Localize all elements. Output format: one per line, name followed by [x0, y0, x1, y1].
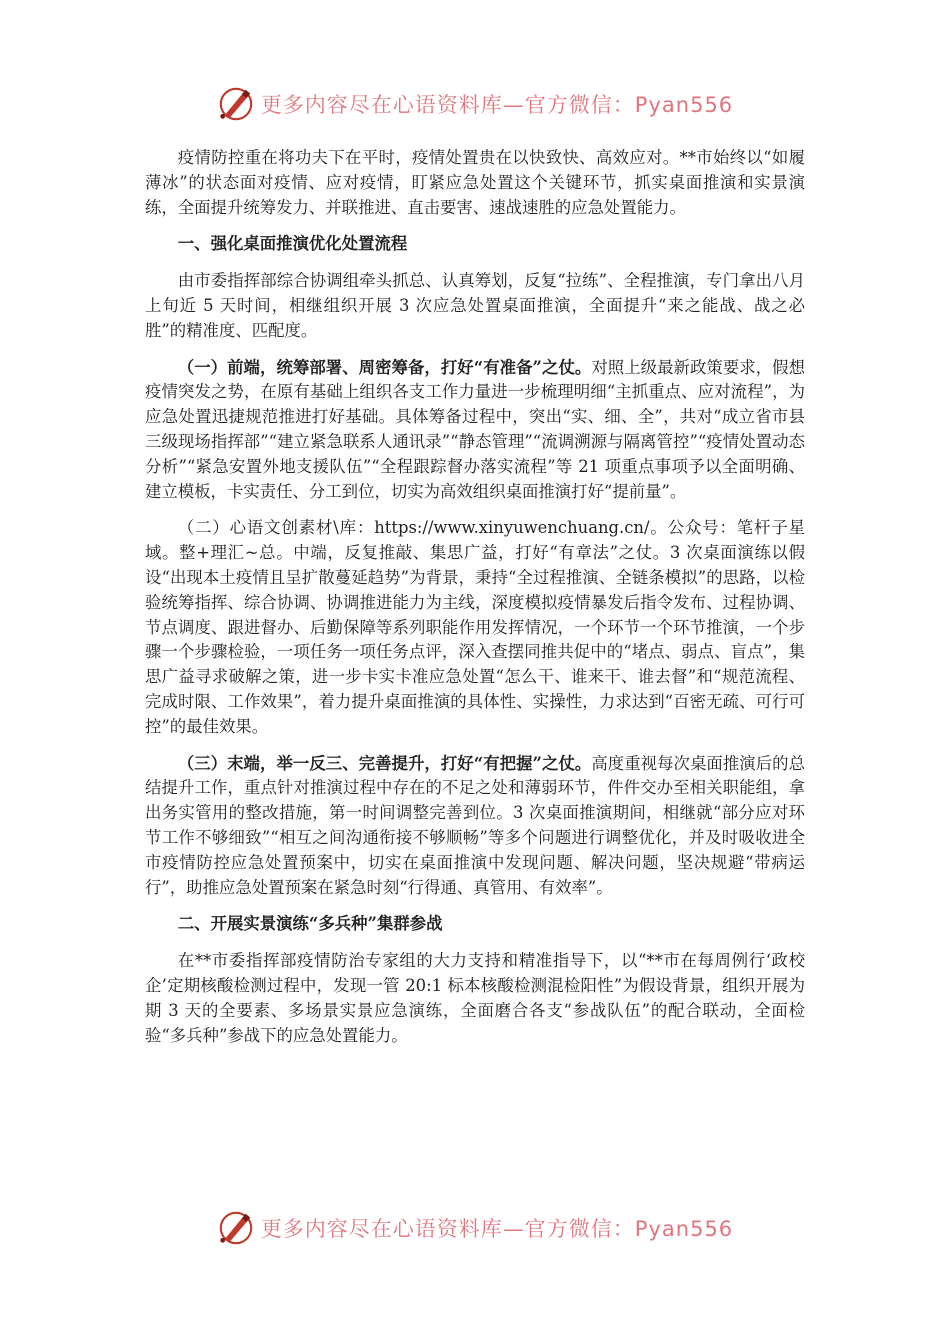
paragraph-end-lead: （三）末端，举一反三、完善提升，打好“有把握”之仗。	[177, 753, 592, 773]
pen-logo-icon	[217, 1209, 255, 1247]
paragraph-end	[145, 752, 805, 901]
paragraph-section-2-intro: 在**市委指挥部疫情防治专家组的大力支持和精准指导下，以“**市在每周例行‘政校企’定期核酸检测过程中，发现一管 20:1 标本核酸检测混检阳性”为假设背景，组织开展为期 3 天的全要素、多场景实景应急演练，全面磨合各支“参战队伍”的配合联动，全面检验“多兵种”参战下的应急处置能力。	[145, 951, 805, 1045]
header-banner-text: 更多内容尽在心语资料库—官方微信：Pyan556	[260, 93, 734, 117]
paragraph-front-end-text: 对照上级最新政策要求，假想疫情突发之势，在原有基础上组织各支工作力量进一步梳理明细“主抓重点、应对流程”，为应急处置迅捷规范推进打好基础。具体筹备过程中，突出“实、细、全”，共对“成立省市县三级现场指挥部”“建立紧急联系人通讯录”“静态管理”“流调溯源与隔离管控”“疫情处置动态分析”“紧急安置外地支援队伍”“全程跟踪督办落实流程”等 21 项重点事项予以全面明确、建立模板，卡实责任、分工到位，切实为高效组织桌面推演打好“提前量”。	[145, 357, 806, 501]
paragraph-front-end	[145, 356, 805, 505]
paragraph-section-1-intro: 由市委指挥部综合协调组牵头抓总、认真筹划，反复“拉练”、全程推演，专门拿出八月上旬近 5 天时间，相继组织开展 3 次应急处置桌面推演，全面提升“来之能战、战之必胜”的精准度、匹配度。	[145, 271, 805, 340]
heading-section-1: 一、强化桌面推演优化处置流程	[177, 234, 408, 254]
footer-banner	[0, 1208, 950, 1248]
paragraph-middle: （二）心语文创素材\库：https://www.xinyuwenchuang.cn/。公众号：笔杆子星域。整+理汇~总。中端，反复推敲、集思广益，打好“有章法”之仗。3 次桌面演练以假设“出现本土疫情且呈扩散蔓延趋势”为背景，秉持“全过程推演、全链条模拟”的思路，以检验统筹指挥、综合协调、协调推进能力为主线，深度模拟疫情暴发后指令发布、过程协调、节点调度、跟进督办、后勤保障等系列职能作用发挥情况，一个环节一个环节推演，一个步骤一个步骤检验，一项任务一项任务点评，深入查摆同推共促中的“堵点、弱点、盲点”，集思广益寻求破解之策，进一步卡实卡准应急处置“怎么干、谁来干、谁去督”和“规范流程、完成时限、工作效果”，着力提升桌面推演的具体性、实操性，力求达到“百密无疏、可行可控”的最佳效果。	[145, 518, 805, 736]
pen-logo-icon	[217, 85, 255, 123]
heading-section-2: 二、开展实景演练“多兵种”集群参战	[177, 914, 443, 934]
paragraph-front-end-lead: （一）前端，统筹部署、周密筹备，打好“有准备”之仗。	[177, 357, 592, 377]
article-body	[145, 146, 805, 1060]
paragraph-intro: 疫情防控重在将功夫下在平时，疫情处置贵在以快致快、高效应对。**市始终以“如履薄冰”的状态面对疫情、应对疫情，盯紧应急处置这个关键环节，抓实桌面推演和实景演练，全面提升统筹发力、并联推进、直击要害、速战速胜的应急处置能力。	[145, 148, 805, 217]
footer-banner-text: 更多内容尽在心语资料库—官方微信：Pyan556	[260, 1217, 734, 1241]
header-banner	[0, 84, 950, 124]
paragraph-end-text: 高度重视每次桌面推演后的总结提升工作，重点针对推演过程中存在的不足之处和薄弱环节，件件交办至相关职能组，拿出务实管用的整改措施，第一时间调整完善到位。3 次桌面推演期间，相继就“部分应对环节工作不够细致”“相互之间沟通衔接不够顺畅”等多个问题进行调整优化，并及时吸收进全市疫情防控应急处置预案中，切实在桌面推演中发现问题、解决问题，坚决规避“带病运行”，助推应急处置预案在紧急时刻“行得通、真管用、有效率”。	[145, 753, 806, 897]
